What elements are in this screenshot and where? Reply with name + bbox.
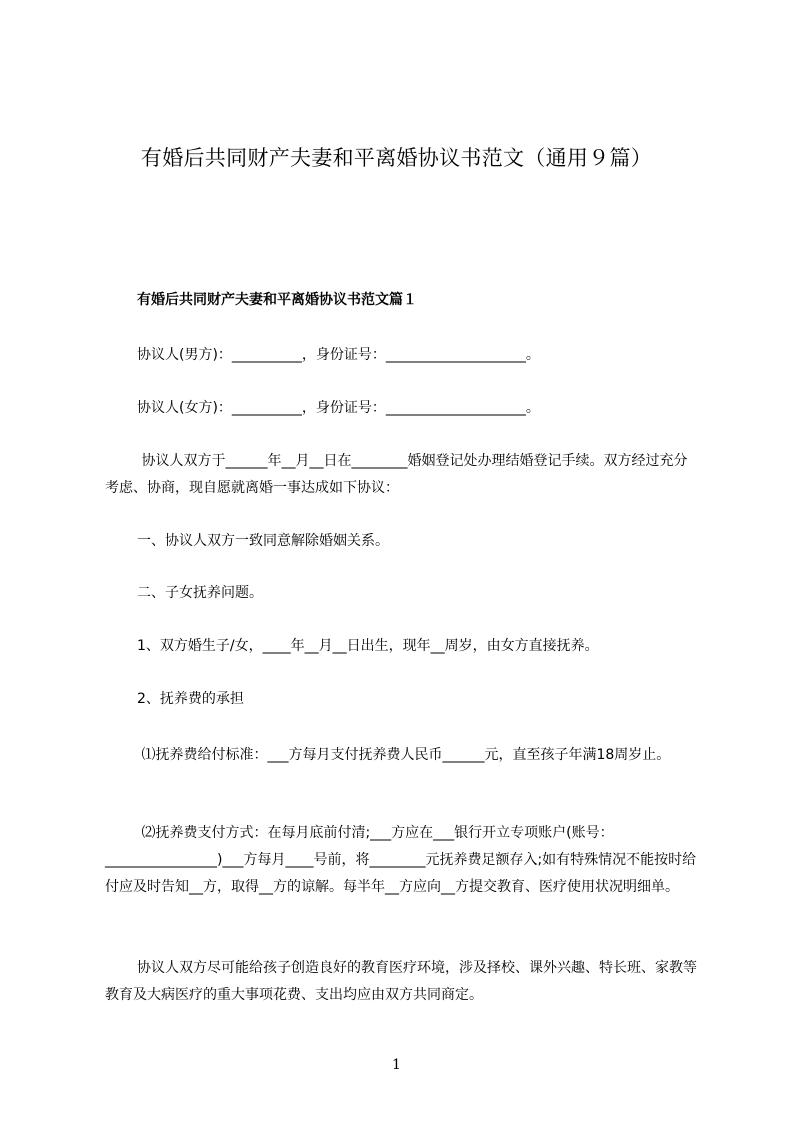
page-number: 1: [392, 1057, 401, 1073]
paragraph-female-party: 协议人(女方)：__________，身份证号：____________________。: [137, 400, 540, 416]
paragraph-support-payment: ⑵抚养费支付方式：在每月底前付清;___方应在___银行开立专项账户(账号：________________)___方每月____号前，将________元抚养费足额存入;如有特殊情况不能按时给付应及时告知__方，取得__方的谅解。每半年__方应向__方提交教育、医疗使用状况明细单。: [105, 825, 697, 895]
paragraph-clause-2: 二、子女抚养问题。: [137, 585, 263, 601]
paragraph-support-heading: 2、抚养费的承担: [137, 691, 244, 707]
paragraph-education-medical: 协议人双方尽可能给孩子创造良好的教育医疗环境，涉及择校、课外兴趣、特长班、家教等教育及大病医疗的重大事项花费、支出均应由双方共同商定。: [105, 960, 697, 1003]
paragraph-marriage-registration: 协议人双方于______年__月__日在________婚姻登记处办理结婚登记手续。双方经过充分考虑、协商，现自愿就离婚一事达成如下协议：: [105, 453, 688, 496]
page-title: 有婚后共同财产夫妻和平离婚协议书范文（通用９篇）: [140, 146, 653, 170]
paragraph-support-standard: ⑴抚养费给付标准：___方每月支付抚养费人民币______元，直至孩子年满18周岁止。: [137, 747, 671, 763]
paragraph-clause-1: 一、协议人双方一致同意解除婚姻关系。: [137, 533, 389, 549]
paragraph-child-info: 1、双方婚生子/女，____年__月__日出生，现年__周岁，由女方直接抚养。: [137, 638, 599, 654]
section-heading: 有婚后共同财产夫妻和平离婚协议书范文篇１: [137, 292, 417, 308]
paragraph-male-party: 协议人(男方)：__________，身份证号：____________________。: [137, 347, 540, 363]
